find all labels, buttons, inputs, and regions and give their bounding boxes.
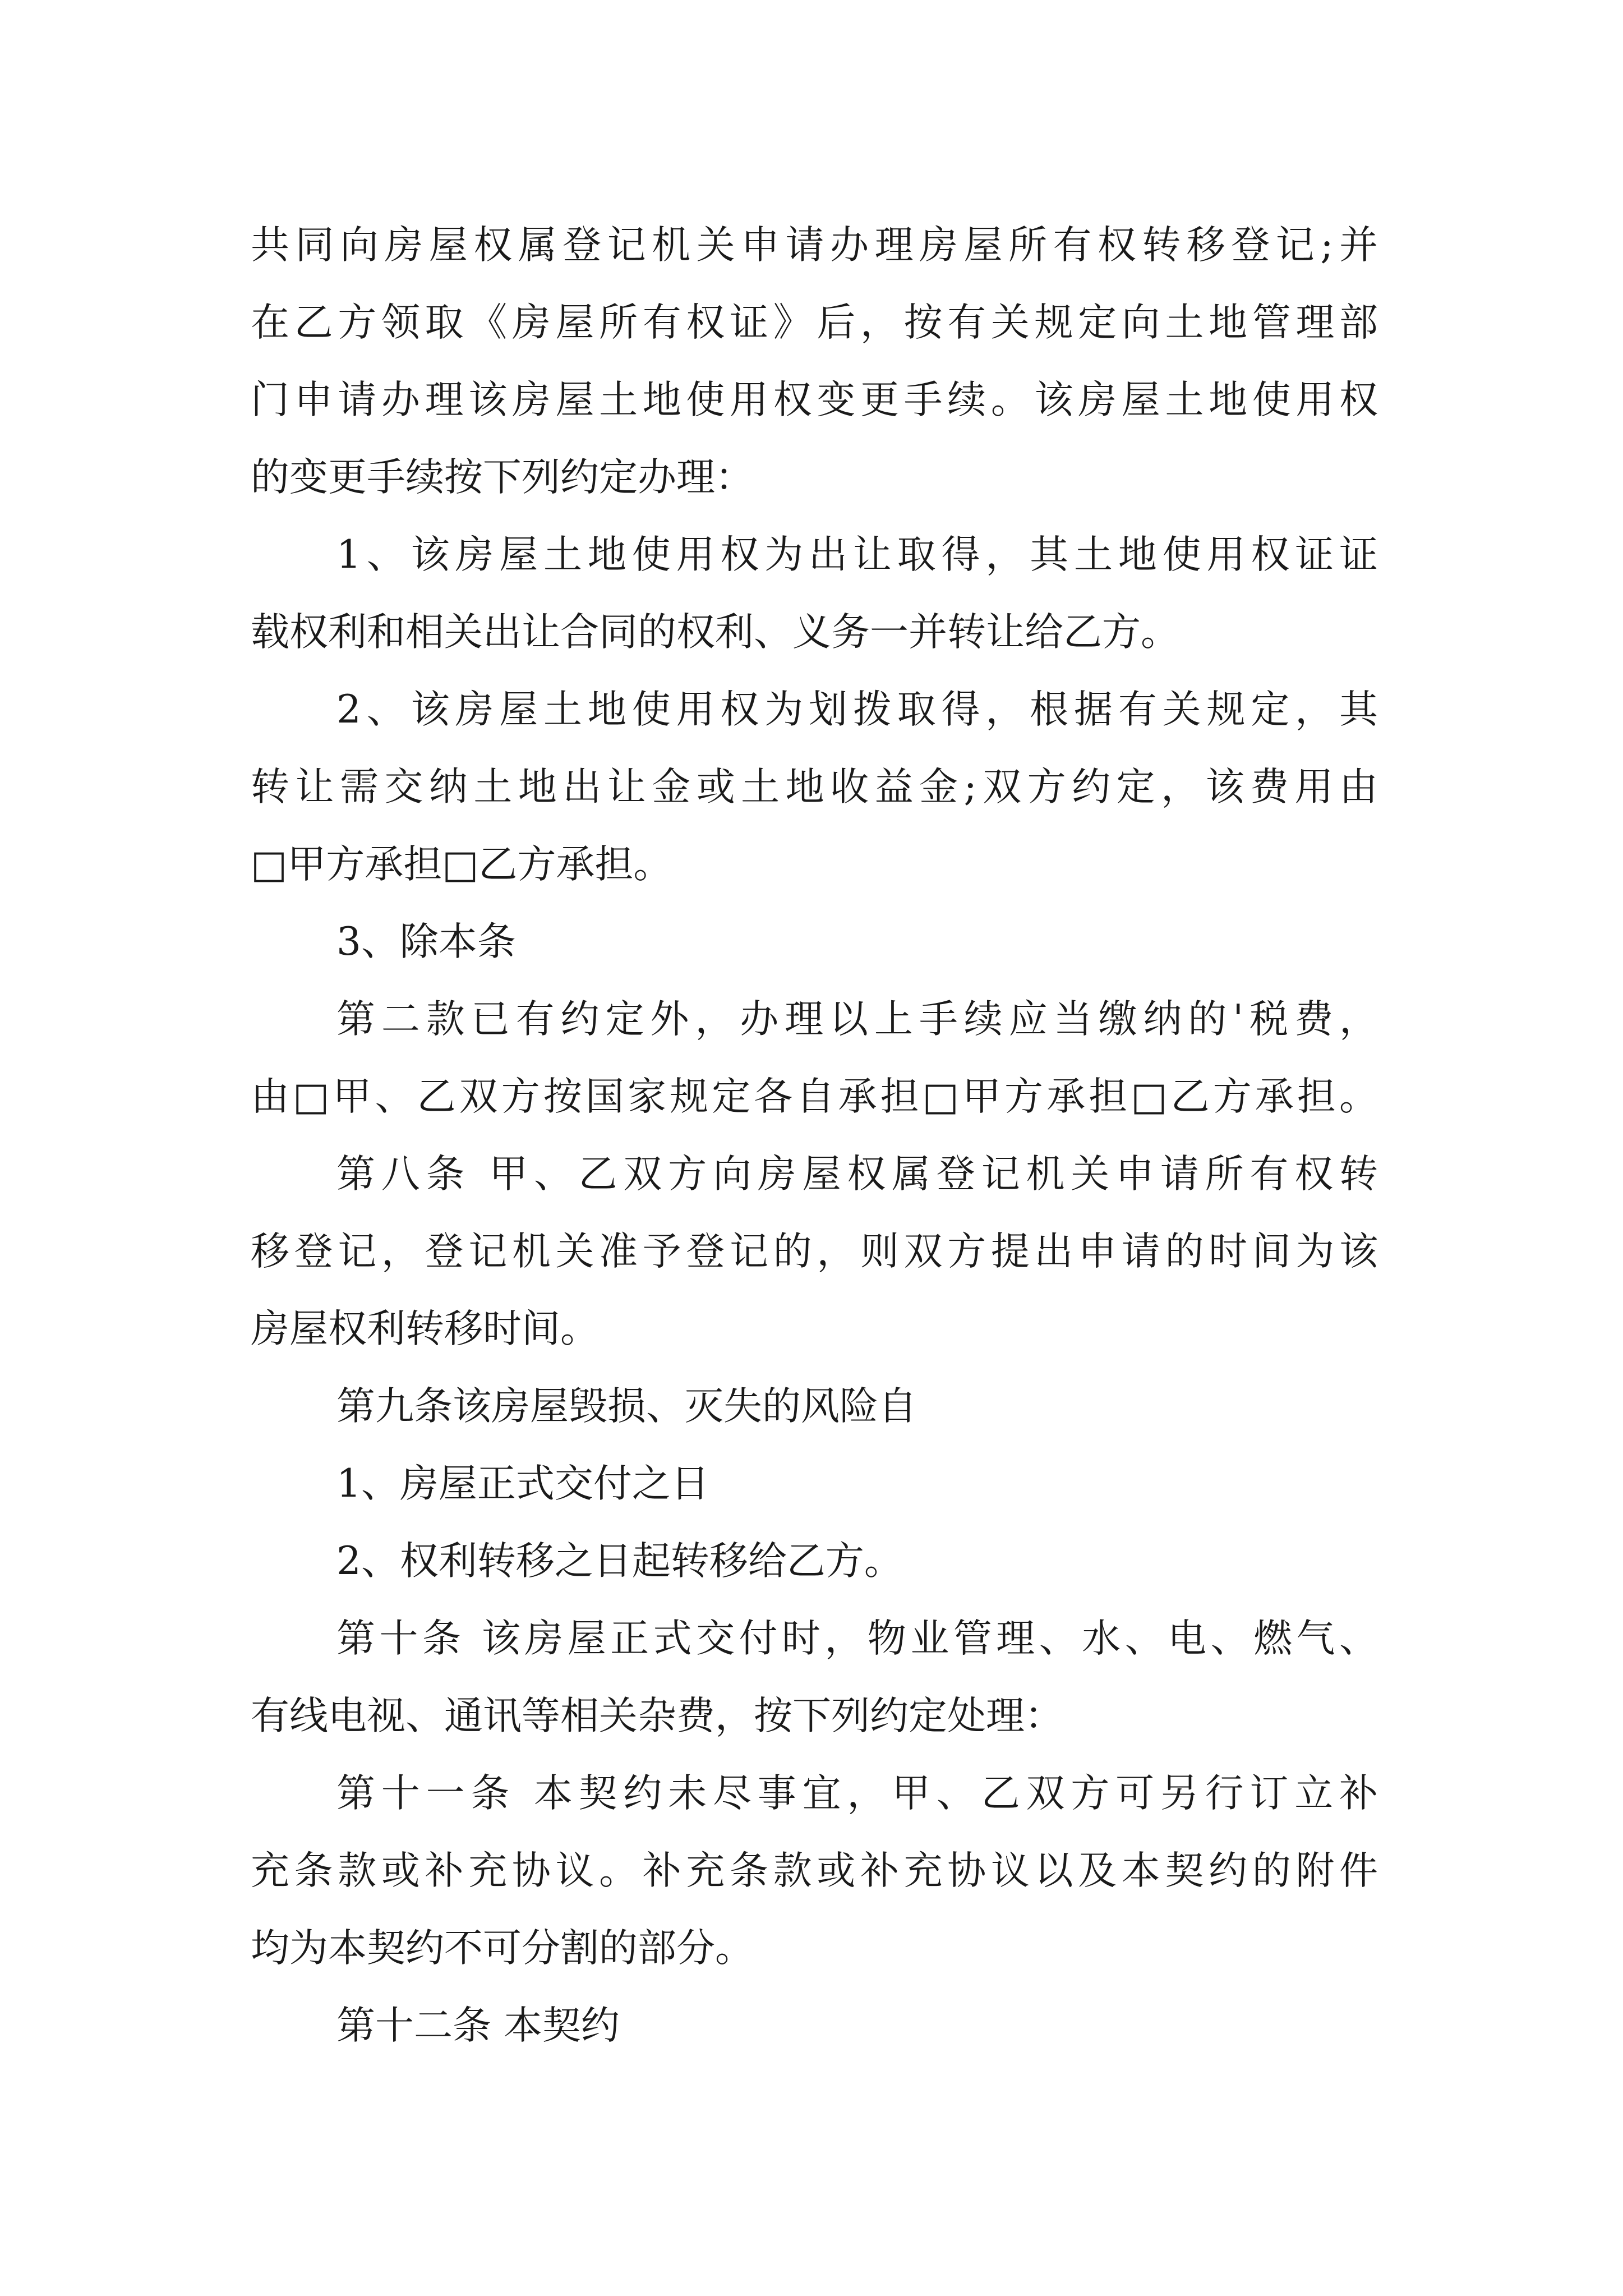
paragraph-line: 载权利和相关出让合同的权利、义务一并转让给乙方。 — [251, 610, 1179, 655]
paragraph-line: 在乙方领取《房屋所有权证》后，按有关规定向土地管理部 — [251, 300, 1378, 345]
paragraph-line: 1、该房屋土地使用权为出让取得，其土地使用权证证 — [336, 532, 1378, 577]
paragraph-line: 充条款或补充协议。补充条款或补充协议以及本契约的附件 — [251, 1848, 1378, 1893]
paragraph-line: 第十二条 本契约 — [336, 2003, 620, 2048]
paragraph-line: 房屋权利转移时间。 — [251, 1306, 599, 1351]
paragraph-line: 均为本契约不可分割的部分。 — [251, 1926, 754, 1971]
paragraph-line: 移登记，登记机关准予登记的，则双方提出申请的时间为该 — [251, 1229, 1378, 1274]
paragraph-line: 第二款已有约定外，办理以上手续应当缴纳的'税费， — [336, 997, 1378, 1042]
paragraph-line: 转让需交纳土地出让金或土地收益金;双方约定，该费用由 — [251, 765, 1378, 809]
paragraph-line: 第九条该房屋毁损、灭失的风险自 — [336, 1384, 917, 1429]
paragraph-line: 第十一条 本契约未尽事宜，甲、乙双方可另行订立补 — [336, 1771, 1378, 1816]
paragraph-line: 2、该房屋土地使用权为划拨取得，根据有关规定，其 — [336, 687, 1378, 732]
paragraph-line: 3、除本条 — [336, 919, 516, 964]
paragraph-line: □甲方承担□乙方承担。 — [251, 842, 672, 887]
paragraph-line: 2、权利转移之日起转移给乙方。 — [336, 1539, 903, 1584]
paragraph-line: 第十条 该房屋正式交付时，物业管理、水、电、燃气、 — [336, 1616, 1378, 1661]
paragraph-line: 1、房屋正式交付之日 — [336, 1461, 709, 1506]
paragraph-line: 门申请办理该房屋土地使用权变更手续。该房屋土地使用权 — [251, 378, 1378, 422]
paragraph-line: 共同向房屋权属登记机关申请办理房屋所有权转移登记;并 — [251, 223, 1378, 268]
paragraph-line: 有线电视、通讯等相关杂费，按下列约定处理： — [251, 1694, 1063, 1738]
paragraph-line: 的变更手续按下列约定办理： — [251, 455, 754, 500]
paragraph-line: 第八条 甲、乙双方向房屋权属登记机关申请所有权转 — [336, 1152, 1378, 1197]
paragraph-line: 由□甲、乙双方按国家规定各自承担□甲方承担□乙方承担。 — [251, 1074, 1378, 1119]
